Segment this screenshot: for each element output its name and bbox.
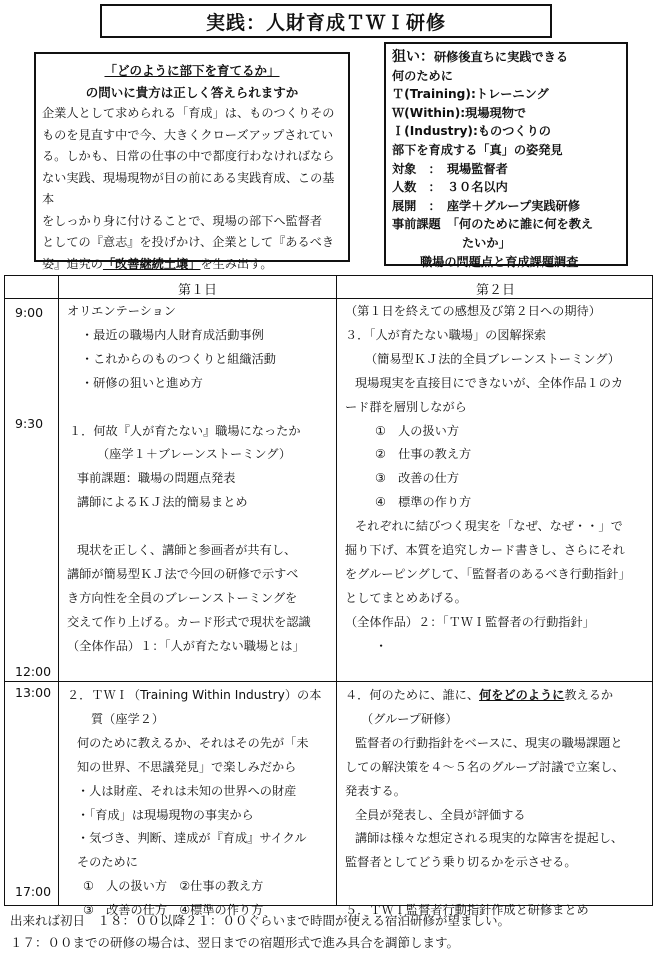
session-line: 全員が発表し、全員が評価する: [355, 807, 526, 822]
session-line: ② 仕事の教え方: [375, 447, 472, 462]
aim-line: Ｗ(Within):現場現物で: [392, 105, 527, 120]
footer-note: １７：００までの研修の場合は、翌日までの宿題形式で進み具合を調節します。: [10, 935, 460, 950]
session-line: ード群を層別しながら: [345, 399, 467, 414]
aim-line: Ｉ(Industry):ものつくりの: [392, 124, 551, 139]
session-line: としてまとめあげる。: [345, 590, 467, 605]
aim-label: 狙い：: [392, 49, 434, 65]
session-title: [345, 684, 624, 708]
session-line: [345, 875, 624, 899]
intro-last-post: を生み出す。: [200, 256, 273, 271]
session-line: ・これからのものつくりと組織活動: [81, 351, 276, 366]
session-line: をグルーピングして、「監督者のあるべき行動指針」: [345, 566, 631, 581]
intro-line: る。しかも、日常の仕事の中で都度行わなければなら: [42, 149, 335, 163]
session-title: ５．ＴＷＩ監督者行動指針作成と研修まとめ: [345, 903, 589, 918]
intro-line: ものを見直す中で今、大きくクローズアップされてい: [42, 127, 334, 142]
session-line: ① 人の扱い方 ②仕事の教え方: [83, 879, 264, 894]
day2-morning: [345, 300, 631, 659]
aim-line: 研修後直ちに実践できる: [434, 50, 569, 64]
lunch-divider: [5, 681, 652, 682]
session-line: [67, 515, 311, 539]
session-line: 何のために教えるか、それはその先が「未: [77, 735, 309, 750]
session-line: （簡易型ＫＪ法的全員ブレーンストーミング）: [365, 351, 620, 366]
schedule-table: [4, 275, 653, 918]
session-line: 講師は様々な想定される現実的な障害を提起し、: [355, 831, 624, 846]
aim-headcount: 人数 ： ３０名以内: [392, 180, 508, 195]
day1-afternoon: [67, 684, 321, 923]
session-line: （全体作品）１：「人が育たない職場とは」: [67, 638, 305, 653]
session-line: ① 人の扱い方: [375, 423, 460, 438]
page-title: [100, 4, 552, 38]
session-title-emphasis: 何をどのように: [479, 688, 565, 702]
intro-line: としての『意志』を投げかけ、企業として『あるべき: [42, 235, 335, 249]
session-line: オリエンテーション: [67, 304, 176, 318]
header-divider: [5, 298, 652, 299]
intro-heading-subtitle: の問いに貴方は正しく答えられますか: [85, 84, 299, 100]
session-line: ・「育成」は現場現物の事実から: [77, 807, 254, 822]
session-line: ・気づき、判断、達成が『育成』サイクル: [77, 831, 307, 846]
session-line: 質（座学２）: [91, 711, 165, 726]
footer-note: 出来れば初日 １８：００以降２１：００ぐらいまで時間が使える宿泊研修が望ましい。: [10, 913, 511, 928]
session-title: １．何故『人が育たない』職場になったか: [69, 423, 301, 438]
aim-survey: 職場の問題点と育成課題調査: [420, 254, 579, 269]
session-line: ③ 改善の仕方 ④標準の作り方: [83, 903, 264, 918]
session-title: ３．「人が育たない職場」の図解探索: [345, 327, 547, 342]
day1-morning: [67, 300, 311, 659]
day2-afternoon: [345, 684, 624, 923]
time-column-divider: [58, 276, 59, 905]
time-label: 9:00: [15, 305, 44, 320]
time-label: 12:00: [15, 664, 52, 679]
session-title-post: 教えるか: [564, 688, 614, 702]
time-label: 17:00: [15, 884, 52, 899]
aim-format: 展開 ： 座学＋グループ実践研修: [392, 198, 580, 213]
session-line: 現場現実を直接目にできないが、全体作品１のカ: [355, 375, 624, 390]
session-line: [67, 396, 311, 420]
day2-header: 第２日: [475, 283, 515, 298]
time-label: 13:00: [15, 685, 52, 700]
day1-header: 第１日: [177, 283, 217, 298]
session-line: ・人は財産、それは未知の世界への財産: [77, 783, 297, 798]
session-line: 講師が簡易型ＫＪ法で今回の研修で示すべ: [67, 566, 299, 581]
session-line: 交えて作り上げる。カード形式で現状を認識: [67, 614, 311, 629]
aim-line: 部下を育成する「真」の姿発見: [392, 142, 563, 157]
session-title-pre: ４．何のために、誰に、: [345, 688, 480, 702]
session-title: ２．ＴＷＩ（Training Within Industry）の本: [67, 688, 322, 702]
session-line: 発表する。: [345, 783, 406, 798]
intro-line: ない実践、現場現物が目の前にある実践育成、この基本: [42, 170, 335, 206]
time-label: 9:30: [15, 416, 44, 431]
day-column-divider: [336, 276, 337, 905]
session-line: 監督者の行動指針をベースに、現実の職場課題と: [355, 735, 623, 750]
session-line: き方向性を全員のブレーンストーミングを: [67, 590, 298, 605]
session-line: 講師によるＫＪ法的簡易まとめ: [77, 495, 248, 510]
intro-emphasis: 「改善継続土壌」: [102, 256, 201, 271]
session-line: 知の世界、不思議発見」で楽しみだから: [77, 759, 297, 774]
session-line: 現状を正しく、講師と参画者が共有し、: [77, 543, 297, 558]
aim-box: [384, 42, 628, 269]
session-line: それぞれに結びつく現実を「なぜ、なぜ・・」で: [355, 519, 623, 534]
session-line: ③ 改善の仕方: [375, 471, 460, 486]
page-title-text: 実践：人財育成ＴＷＩ研修: [205, 11, 446, 34]
aim-prework-cont: たいか」: [462, 235, 511, 250]
session-line: （座学１＋ブレーンストーミング）: [97, 447, 292, 462]
session-line: （第１日を終えての感想及び第２日への期待）: [345, 304, 601, 318]
session-line: （グループ研修）: [361, 711, 458, 726]
session-line: しての解決策を４～５名のグループ討議で立案し、: [345, 759, 625, 774]
session-line: 掘り下げ、本質を追究しカード書きし、さらにそれ: [345, 543, 625, 558]
intro-line: をしっかり身に付けることで、現場の部下へ監督者: [42, 213, 323, 228]
aim-line: Ｔ(Training):トレーニング: [392, 87, 549, 102]
session-line: 監督者としてどう乗り切るかを示させる。: [345, 855, 577, 870]
intro-box: [34, 52, 350, 271]
session-line: ④ 標準の作り方: [375, 495, 472, 510]
intro-line: 企業人として求められる「育成」は、ものつくりその: [42, 106, 335, 120]
aim-prework: 事前課題 「何のために誰に何を教え: [392, 217, 594, 232]
session-line: ・研修の狙いと進め方: [81, 375, 203, 390]
aim-target: 対象 ： 現場監督者: [392, 161, 508, 176]
intro-heading-question: 「どのように部下を育てるか」: [104, 63, 280, 78]
session-line: そのために: [77, 855, 138, 870]
session-line: ・: [375, 638, 388, 653]
session-line: （全体作品）２：「ＴＷＩ監督者の行動指針」: [345, 614, 595, 629]
intro-line-last: [42, 254, 342, 276]
intro-last-pre: 姿』追究の: [42, 256, 103, 271]
aim-line: 何のために: [392, 68, 453, 83]
session-line: ・最近の職場内人財育成活動事例: [81, 327, 264, 342]
session-line: 事前課題：職場の問題点発表: [77, 471, 236, 486]
